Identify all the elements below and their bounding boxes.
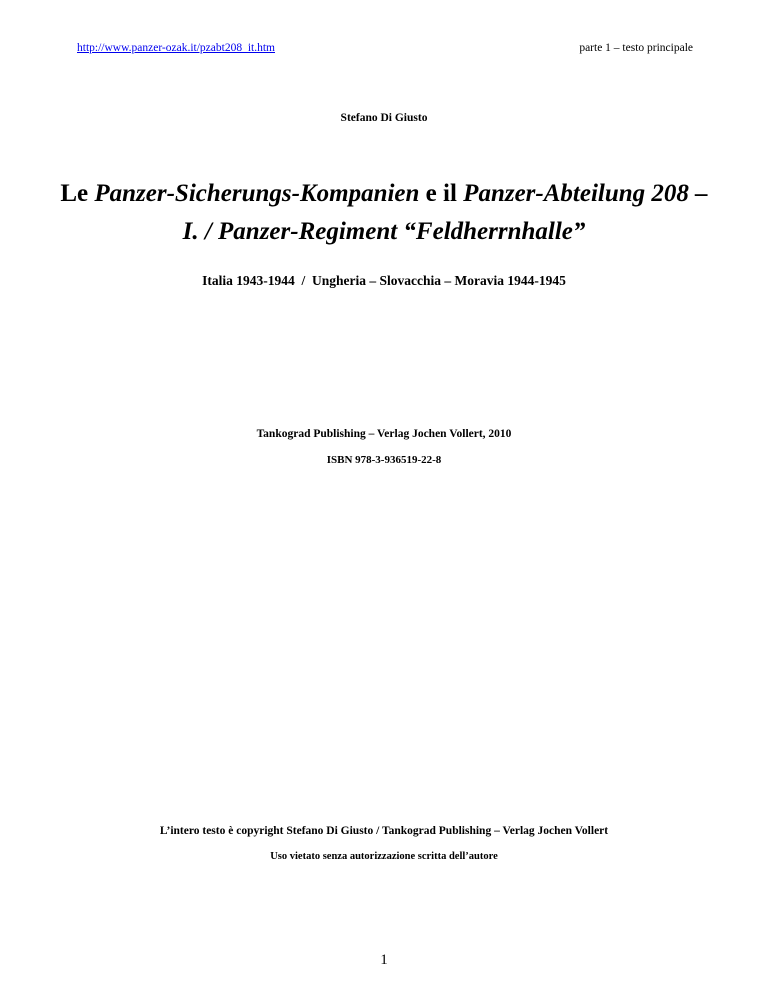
- title-line-2: I. / Panzer-Regiment “Feldherrnhalle”: [182, 218, 586, 245]
- header-section-label: parte 1 – testo principale: [579, 42, 693, 54]
- header-url-link[interactable]: http://www.panzer-ozak.it/pzabt208_it.htm: [77, 42, 275, 54]
- title-part-2: Panzer-Sicherungs-Kompanien: [94, 180, 420, 207]
- document-title: [40, 175, 728, 251]
- isbn-line: ISBN 978-3-936519-22-8: [326, 454, 442, 466]
- document-subtitle: Italia 1943-1944 / Ungheria – Slovacchia – Moravia 1944-1945: [202, 273, 566, 288]
- page-number: 1: [380, 952, 388, 968]
- author-name: Stefano Di Giusto: [340, 112, 428, 124]
- title-part-1: Le: [60, 180, 95, 207]
- copyright-notice: L’intero testo è copyright Stefano Di Giusto / Tankograd Publishing – Verlag Jochen Vollert: [159, 825, 609, 837]
- title-part-3: e il: [419, 180, 464, 207]
- title-part-4: Panzer-Abteilung 208 –: [463, 180, 708, 207]
- usage-notice: Uso vietato senza autorizzazione scritta dell’autore: [270, 851, 498, 862]
- publisher-line: Tankograd Publishing – Verlag Jochen Vollert, 2010: [256, 428, 512, 440]
